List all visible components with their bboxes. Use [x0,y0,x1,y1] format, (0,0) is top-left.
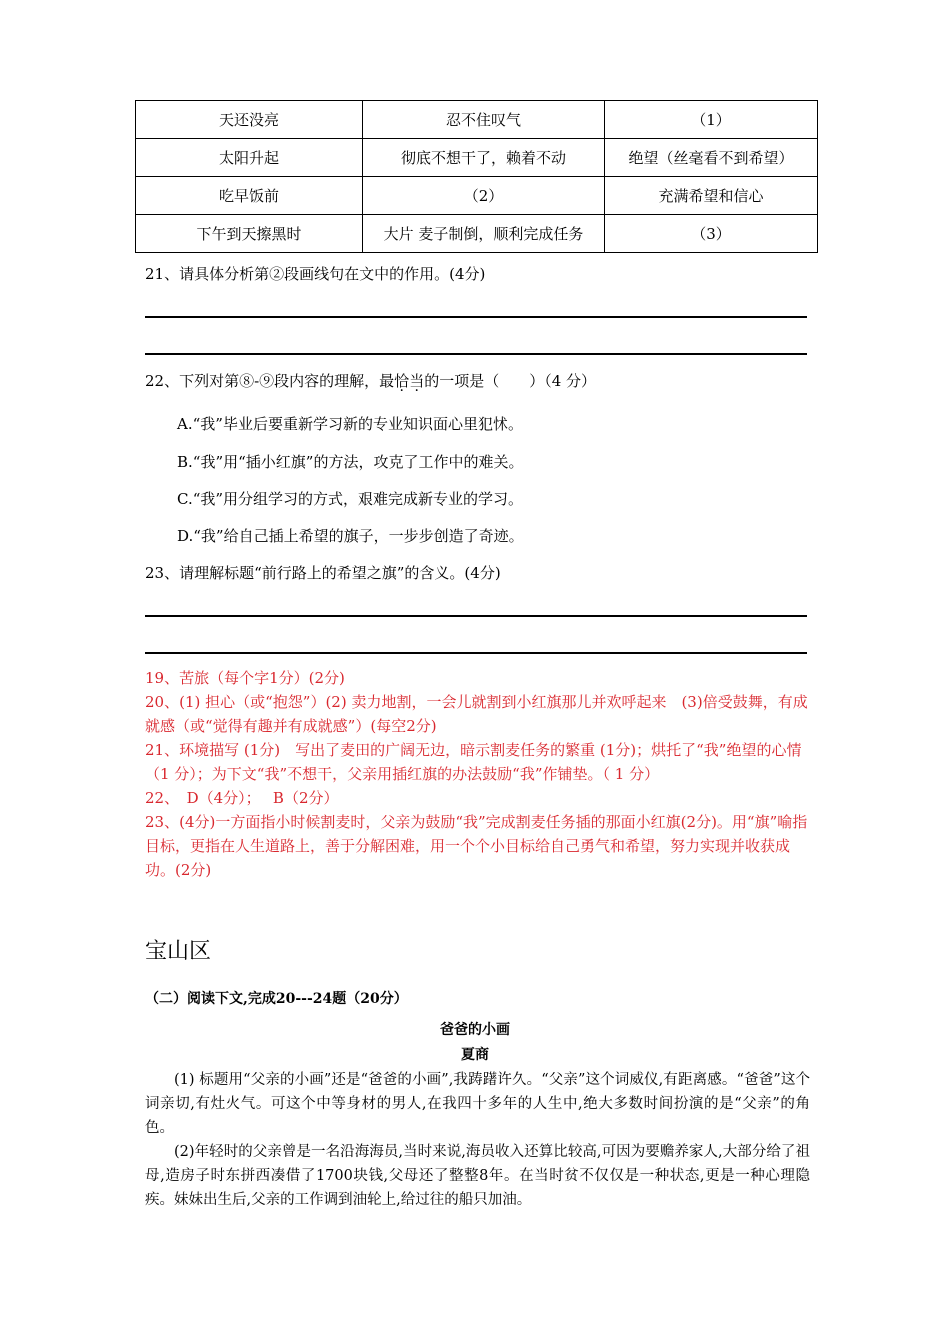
table-cell: 吃早饭前 [136,177,363,215]
option-c[interactable]: C.“我”用分组学习的方式，艰难完成新专业的学习。 [177,490,524,508]
question-22-text: 的一项是（ ）（4 分） [424,372,597,390]
table-cell: （3） [605,215,818,253]
table-row [136,101,818,139]
option-a[interactable]: A.“我”毕业后要重新学习新的专业知识面心里犯怵。 [177,415,523,433]
answer-20: 20、(1) 担心（或“抱怨”）(2) 卖力地割，一会儿就割到小红旗那儿并欢呼起来 (3)倍受鼓舞，有成就感（或“觉得有趣并有成就感”）(每空2分) [145,693,808,735]
question-22 [145,370,596,391]
table-cell: 充满希望和信心 [605,177,818,215]
emphasis-char: 当 [409,372,425,390]
table-cell: 绝望（丝毫看不到希望） [605,139,818,177]
answer-line[interactable] [145,652,807,654]
question-22-text: 22、下列对第⑧-⑨段内容的理解，最 [145,372,395,390]
emphasis-char: 恰 [394,372,410,390]
paragraph: (2)年轻时的父亲曾是一名沿海海员,当时来说,海员收入还算比较高,可因为要赡养家人,大部分给了祖母,造房子时东拼西凑借了1700块钱,父母还了整整8年。在当时贫不仅仅是一种状态,更是一种心理隐疾。妹妹出生后,父亲的工作调到油轮上,给过往的船只加油。 [145,1144,810,1208]
answer-key [145,666,810,882]
table-cell: 忍不住叹气 [363,101,605,139]
table-row [136,215,818,253]
article-body [145,1068,810,1212]
section-heading: 宝山区 [145,939,212,964]
article-title: 爸爸的小画 [440,1022,510,1038]
option-d[interactable]: D.“我”给自己插上希望的旗子，一步步创造了奇迹。 [177,527,524,545]
question-21: 21、请具体分析第②段画线句在文中的作用。(4分) [145,265,486,283]
paragraph: (1) 标题用“父亲的小画”还是“爸爸的小画”,我踌躇许久。“父亲”这个词威仪,有距离感。“爸爸”这个词亲切,有灶火气。可这个中等身材的男人,在我四十多年的人生中,绝大多数时间扮演的是“父亲”的角色。 [145,1072,810,1136]
table-row [136,139,818,177]
answer-line[interactable] [145,353,807,355]
answer-21: 21、环境描写 (1分) 写出了麦田的广阔无边，暗示割麦任务的繁重 (1分)；烘托了“我”绝望的心情（1 分）；为下文“我”不想干，父亲用插红旗的办法鼓励“我”作铺垫。（ 1 分） [145,741,802,783]
table-cell: （2） [363,177,605,215]
table-cell: 太阳升起 [136,139,363,177]
answer-line[interactable] [145,615,807,617]
option-b[interactable]: B.“我”用“插小红旗”的方法，攻克了工作中的难关。 [177,453,524,471]
article-author: 夏商 [461,1047,489,1063]
table-cell: 大片 麦子制倒，顺利完成任务 [363,215,605,253]
table-cell: 下午到天擦黑时 [136,215,363,253]
table-cell: 彻底不想干了，赖着不动 [363,139,605,177]
table-row [136,177,818,215]
table-cell: （1） [605,101,818,139]
table-cell: 天还没亮 [136,101,363,139]
answer-23: 23、(4分)一方面指小时候割麦时，父亲为鼓励“我”完成割麦任务插的那面小红旗(2分)。用“旗”喻指目标，更指在人生道路上，善于分解困难，用一个个小目标给自己勇气和希望，努力实现并收获成功。(2分) [145,813,808,879]
answer-line[interactable] [145,316,807,318]
plot-table [135,100,818,253]
answer-19: 19、苦旅（每个字1分）(2分) [145,669,345,687]
answer-22: 22、 D（4分）； B（2分） [145,789,339,807]
section-instruction: （二）阅读下文,完成20---24题（20分） [145,991,408,1007]
question-23: 23、请理解标题“前行路上的希望之旗”的含义。(4分) [145,564,501,582]
